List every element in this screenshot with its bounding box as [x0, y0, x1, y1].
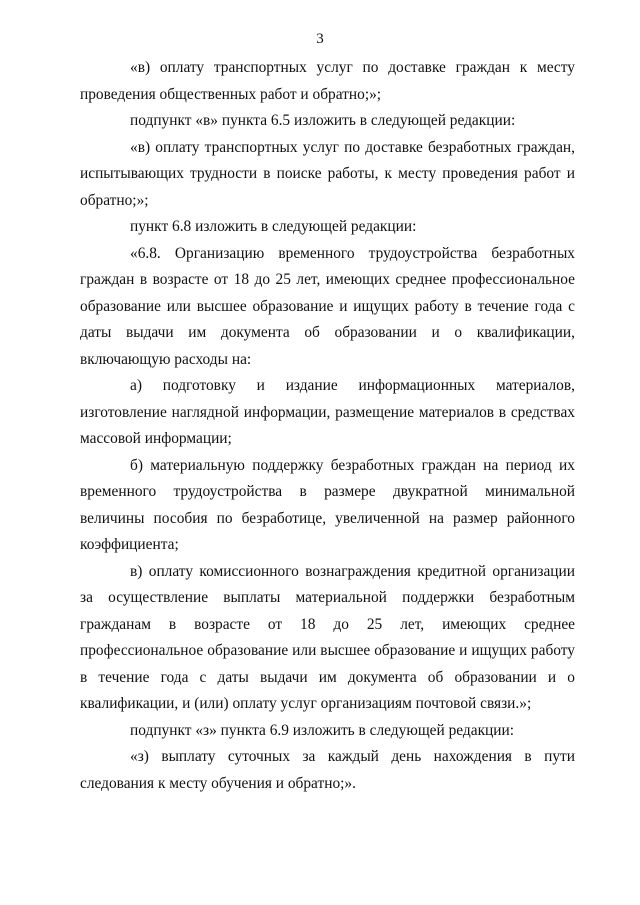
paragraph-amended-subitem-v: «в) оплату транспортных услуг по доставке граждан к месту проведения общественных работ и обратно;»; — [80, 59, 575, 103]
paragraph-instruction-6-5: подпункт «в» пункта 6.5 изложить в следующей редакции: — [130, 112, 516, 129]
paragraph-instruction-6-8: пункт 6.8 изложить в следующей редакции: — [130, 218, 417, 235]
paragraph-subitem-z: «з) выплату суточных за каждый день нахождения в пути следования к месту обучения и обратно;». — [80, 748, 575, 792]
paragraph-instruction-6-9: подпункт «з» пункта 6.9 изложить в следующей редакции: — [130, 721, 515, 739]
paragraph-new-subitem-v: «в) оплату транспортных услуг по доставке безработных граждан, испытывающих трудности в поиске работы, к месту проведения работ и обратно;»; — [80, 138, 575, 209]
document-body — [80, 55, 575, 797]
page-number: 3 — [316, 31, 324, 47]
paragraph-subitem-a: а) подготовку и издание информационных материалов, изготовление наглядной информации, размещение материалов в средствах массовой информации; — [80, 377, 575, 447]
paragraph-subitem-b: б) материальную поддержку безработных граждан на период их временного трудоустройства в размере двукратной минимальной величины пособия по безработице, увеличенной на размер районного коэффициента; — [80, 456, 575, 553]
paragraph-subitem-v-commission: в) оплату комиссионного вознаграждения кредитной организации за осуществление выплаты материальной поддержки безработным гражданам в возрасте от 18 до 25 лет, имеющих среднее профессиональное образование или высшее образование и ищущих работу в течение года с даты выдачи им документа об образовании и о квалификации, и (или) оплату услуг организациям почтовой связи.»; — [80, 562, 575, 712]
paragraph-item-6-8: «6.8. Организацию временного трудоустройства безработных граждан в возрасте от 18 до 25 лет, имеющих среднее профессиональное образование или высшее образование и ищущих работу в течение года с даты выдачи им документа об образовании и о квалификации, включающую расходы на: — [80, 244, 575, 368]
